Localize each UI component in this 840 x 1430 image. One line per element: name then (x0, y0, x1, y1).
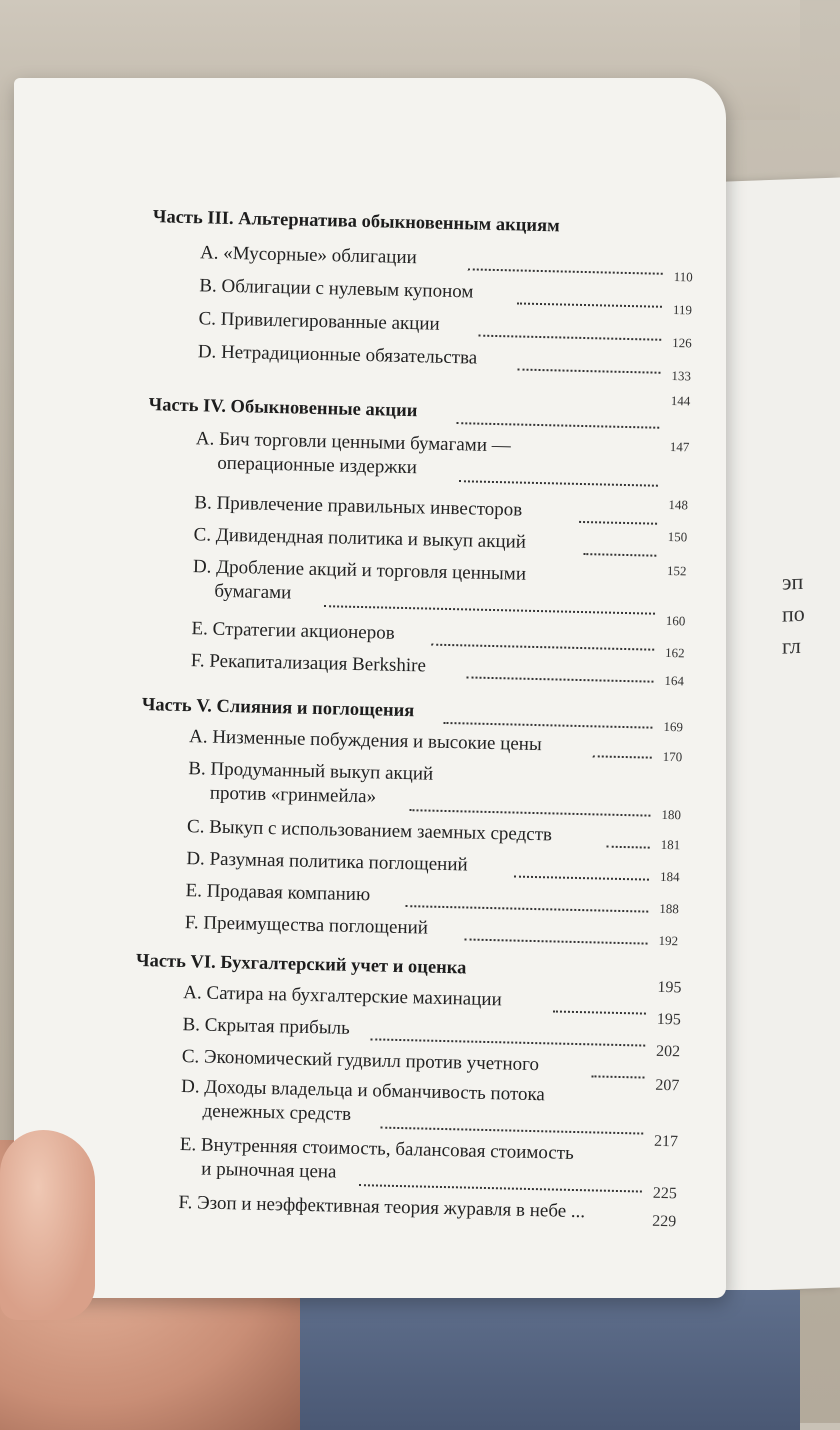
page-number: 164 (664, 672, 685, 689)
dot-leader (466, 674, 653, 682)
page-number: 217 (653, 1132, 679, 1151)
page-number: 152 (666, 562, 687, 579)
page-number: 133 (671, 367, 692, 384)
page-number: 229 (652, 1212, 677, 1231)
page-number: 119 (672, 302, 693, 318)
page-number: 180 (661, 806, 682, 823)
page-number: 148 (668, 496, 689, 513)
toc-entry: F. Преимущества поглощений (184, 912, 429, 939)
page-number: 169 (663, 718, 684, 735)
dot-leader (583, 551, 656, 557)
toc-entry: F. Рекапитализация Berkshire (190, 650, 427, 677)
page-number: 126 (671, 335, 692, 351)
dot-leader (443, 720, 652, 729)
dot-leader (459, 478, 658, 487)
dot-leader (370, 1036, 645, 1046)
page-number: 192 (658, 932, 679, 949)
toc-entry: E. Внутренняя стоимость, балансовая стоимость и рыночная цена (179, 1134, 574, 1183)
part-6-title: Часть VI. Бухгалтерский учет и оценка (135, 950, 467, 979)
toc-entry: C. Экономический гудвилл против учетного (181, 1046, 540, 1076)
page-number: 181 (660, 836, 681, 853)
toc-entry: D. Нетрадиционные обязательства (197, 341, 478, 369)
toc-entry: E. Продавая компанию (185, 880, 371, 906)
page-number: 195 (657, 978, 682, 997)
dot-leader (409, 807, 650, 816)
dot-leader (478, 333, 661, 341)
dot-leader (591, 1073, 644, 1078)
toc-entry: C. Дивидендная политика и выкуп акций (193, 524, 527, 553)
table-of-contents (0, 78, 726, 1314)
next-page-fragment: по (782, 600, 805, 627)
page-number: 195 (656, 1010, 681, 1029)
page-number: 110 (673, 269, 693, 285)
dot-leader (593, 753, 652, 758)
toc-entry: B. Привлечение правильных инвесторов (194, 492, 523, 521)
dot-leader (468, 266, 663, 274)
page-number: 202 (655, 1042, 681, 1061)
toc-entry: B. Облигации с нулевым купоном (199, 275, 474, 303)
next-page-fragment: эп (782, 568, 804, 595)
page-number: 184 (659, 868, 680, 885)
dot-leader (579, 519, 657, 525)
toc-entry: A. «Мусорные» облигации (199, 242, 418, 269)
dot-leader (465, 936, 648, 944)
part-5-title: Часть V. Слияния и поглощения (141, 695, 415, 722)
jeans-background (240, 1290, 800, 1430)
page-number: 162 (664, 644, 685, 661)
toc-entry: E. Стратегии акционеров (191, 618, 395, 644)
toc-entry: D. Дробление акций и торговля ценными бумагами (192, 556, 527, 604)
page-number: 150 (667, 528, 688, 545)
page-number: 147 (669, 438, 690, 455)
dot-leader (431, 642, 654, 651)
toc-entry: F. Эзоп и неэффективная теория журавля в небе ... (178, 1192, 586, 1223)
toc-entry: A. Бич торговли ценными бумагами — операционные издержки (195, 428, 511, 479)
page-number: 144 (670, 392, 691, 409)
dot-leader (514, 874, 649, 881)
dot-leader (553, 1008, 646, 1014)
toc-entry: B. Продуманный выкуп акций против «гринмейла» (188, 758, 434, 808)
page-number: 160 (665, 612, 686, 629)
next-page-fragment: гл (782, 632, 801, 659)
toc-entry: D. Доходы владельца и обманчивость потока денежных средств (180, 1076, 546, 1125)
book-page (14, 78, 726, 1298)
toc-entry: A. Низменные побуждения и высокие цены (188, 726, 542, 756)
dot-leader (607, 844, 650, 849)
toc-entry: C. Выкуп с использованием заемных средств (186, 816, 553, 846)
page-number: 207 (655, 1076, 680, 1095)
dot-leader (456, 420, 659, 429)
page-number: 170 (662, 748, 683, 765)
dot-leader (405, 903, 648, 913)
page-number: 225 (652, 1184, 678, 1203)
toc-entry: D. Разумная политика поглощений (186, 848, 468, 876)
toc-entry: C. Привилегированные акции (198, 308, 440, 335)
toc-entry: A. Сатира на бухгалтерские махинации (183, 982, 502, 1011)
part-3-title: Часть III. Альтернатива обыкновенным акциям (152, 207, 560, 237)
part-4-title: Часть IV. Обыкновенные акции (148, 395, 418, 422)
thumb (0, 1130, 95, 1320)
dot-leader (517, 300, 662, 307)
page-number: 188 (659, 900, 679, 917)
toc-entry: B. Скрытая прибыль (182, 1014, 350, 1039)
dot-leader (517, 366, 660, 373)
